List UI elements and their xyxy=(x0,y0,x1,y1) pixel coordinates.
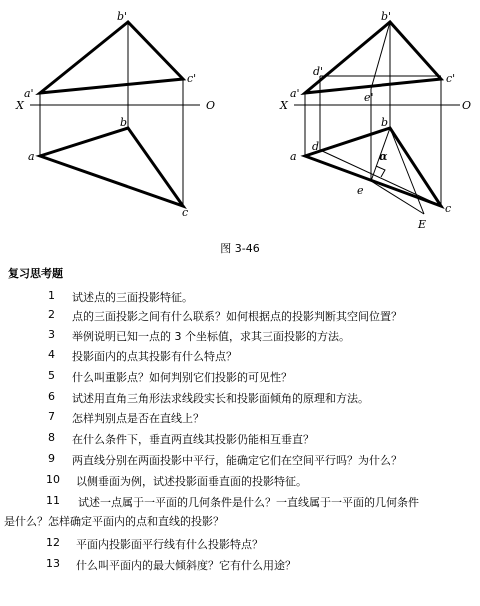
label-a-prime: a' xyxy=(24,87,34,100)
question-text: 试述一点属于一平面的几何条件是什么？一直线属于一平面的几何条件 xyxy=(78,496,419,509)
question-text: 以侧垂面为例，试述投影面垂直面的投影特征。 xyxy=(76,475,307,488)
label-o: O xyxy=(206,99,216,112)
left-top-triangle xyxy=(40,128,183,206)
label-e-prime: e' xyxy=(364,91,374,104)
question-number: 12 xyxy=(46,536,60,549)
figure-caption: 图 3-46 xyxy=(220,242,260,255)
question-text: 点的三面投影之间有什么联系？如何根据点的投影判断其空间位置？ xyxy=(72,310,402,323)
label-c-prime: c' xyxy=(187,72,197,85)
question-number: 3 xyxy=(48,328,55,341)
question-text: 在什么条件下，垂直两直线其投影仍能相互垂直？ xyxy=(72,433,314,446)
label-c: c xyxy=(182,206,189,219)
question-number: 9 xyxy=(48,452,55,465)
label-b: b xyxy=(120,116,128,129)
label-b-prime: b' xyxy=(117,10,128,23)
question-text: 试述用直角三角形法求线段实长和投影面倾角的原理和方法。 xyxy=(72,392,369,405)
right-line-b-prime-e-prime xyxy=(371,22,390,89)
question-number: 7 xyxy=(48,410,55,423)
question-text: 举例说明已知一点的 3 个坐标值，求其三面投影的方法。 xyxy=(72,330,350,343)
label-o-right: O xyxy=(462,99,472,112)
question-number: 1 xyxy=(48,289,55,302)
label-a-prime-right: a' xyxy=(290,87,300,100)
question-number: 10 xyxy=(46,473,60,486)
label-c-prime-right: c' xyxy=(446,72,456,85)
question-number: 6 xyxy=(48,390,55,403)
label-a: a xyxy=(28,150,35,163)
question-number: 5 xyxy=(48,369,55,382)
label-a-right: a xyxy=(290,150,297,163)
label-c-right: c xyxy=(445,202,452,215)
question-text: 什么叫平面内的最大倾斜度？它有什么用途？ xyxy=(76,559,296,572)
question-text: 怎样判别点是否在直线上？ xyxy=(72,412,204,425)
label-x: X xyxy=(16,99,24,112)
question-text: 试述点的三面投影特征。 xyxy=(72,291,193,304)
label-d-prime: d' xyxy=(313,65,324,78)
question-text: 什么叫重影点？如何判别它们投影的可见性？ xyxy=(72,371,292,384)
left-diagram xyxy=(15,10,215,219)
label-e-right: e xyxy=(357,184,364,197)
question-text: 平面内投影面平行线有什么投影特点？ xyxy=(76,538,263,551)
question-number: 11 xyxy=(46,494,60,507)
question-text-continued: 是什么？怎样确定平面内的点和直线的投影？ xyxy=(4,515,224,528)
label-E: E xyxy=(418,218,427,231)
label-d-right: d xyxy=(312,140,320,153)
question-text: 投影面内的点其投影有什么特点？ xyxy=(72,350,237,363)
projection-figure xyxy=(0,0,480,240)
right-right-angle-mark xyxy=(376,166,385,177)
question-number: 2 xyxy=(48,308,55,321)
right-diagram xyxy=(279,10,471,231)
review-title: 复习思考题 xyxy=(8,267,63,280)
label-alpha: α xyxy=(379,150,388,163)
label-b-right: b xyxy=(381,116,389,129)
question-number: 13 xyxy=(46,557,60,570)
question-number: 4 xyxy=(48,348,55,361)
question-text: 两直线分别在两面投影中平行，能确定它们在空间平行吗？为什么？ xyxy=(72,454,402,467)
question-number: 8 xyxy=(48,431,55,444)
right-top-triangle xyxy=(305,128,441,206)
label-x-right: X xyxy=(280,99,288,112)
left-front-triangle xyxy=(40,22,183,93)
label-b-prime-right: b' xyxy=(381,10,392,23)
